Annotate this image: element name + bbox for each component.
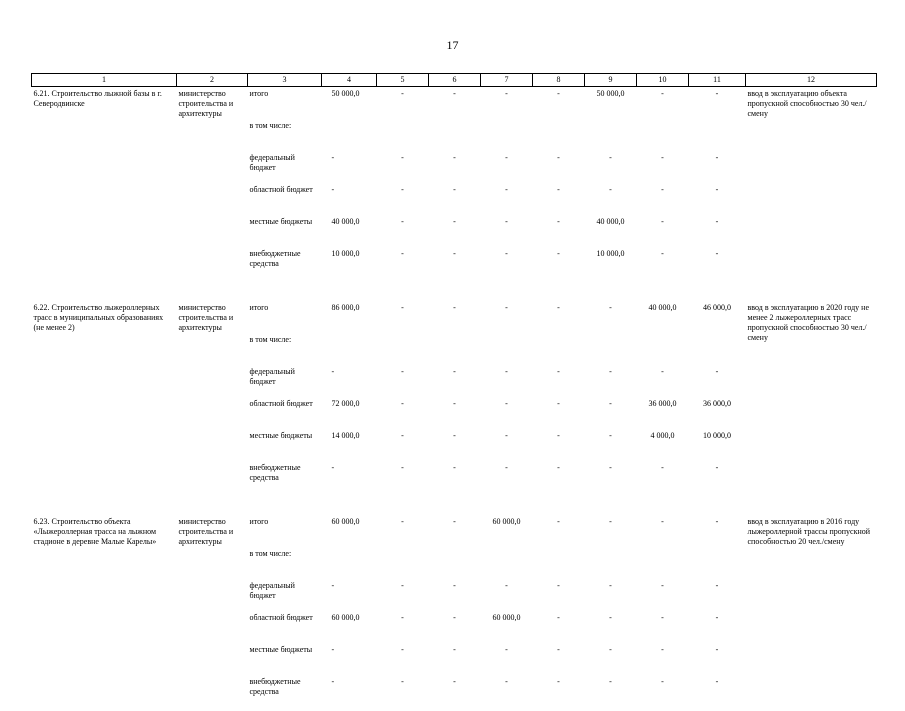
amount-cell: 60 000,0 [322,611,377,643]
amount-cell: - [585,611,637,643]
amount-cell: - [585,183,637,215]
amount-cell: - [533,675,585,711]
amount-cell: 50 000,0 [585,87,637,120]
amount-cell: - [481,87,533,120]
col-header: 4 [322,74,377,87]
item-name: 6.22. Строительство лыжероллерных трасс в муниципальных образованиях (не менее 2) [32,301,177,497]
col-header: 9 [585,74,637,87]
amount-cell: - [533,611,585,643]
amount-cell [689,333,746,365]
amount-cell: - [481,397,533,429]
amount-cell: 46 000,0 [689,301,746,333]
amount-cell: - [637,579,689,611]
amount-cell: - [322,183,377,215]
amount-cell: - [533,87,585,120]
amount-cell: 36 000,0 [637,397,689,429]
amount-cell: - [585,301,637,333]
amount-cell [481,547,533,579]
program-table [31,73,877,711]
amount-cell: 60 000,0 [481,515,533,547]
amount-cell: - [377,87,429,120]
col-header: 5 [377,74,429,87]
amount-cell: - [689,215,746,247]
funding-category: итого [248,301,322,333]
amount-cell: - [689,611,746,643]
amount-cell: 4 000,0 [637,429,689,461]
amount-cell: - [377,151,429,183]
header-row [32,74,877,87]
amount-cell: - [585,429,637,461]
funding-category: в том числе: [248,547,322,579]
funding-category: местные бюджеты [248,215,322,247]
col-header: 3 [248,74,322,87]
amount-cell: - [481,151,533,183]
funding-category: внебюджетные средства [248,247,322,283]
amount-cell: - [533,301,585,333]
funding-category: областной бюджет [248,183,322,215]
amount-cell: - [533,461,585,497]
amount-cell: - [637,461,689,497]
table-body [32,87,877,711]
amount-cell: - [585,579,637,611]
amount-cell: - [481,429,533,461]
amount-cell: - [585,397,637,429]
amount-cell: - [481,301,533,333]
amount-cell: - [637,215,689,247]
amount-cell: - [637,611,689,643]
amount-cell [585,333,637,365]
amount-cell: - [377,675,429,711]
amount-cell: - [429,397,481,429]
funding-category: итого [248,515,322,547]
group-spacer [32,497,877,515]
amount-cell: - [689,365,746,397]
responsible-org: министерство строительства и архитектуры [177,87,248,284]
col-header: 10 [637,74,689,87]
amount-cell [533,119,585,151]
amount-cell [377,333,429,365]
amount-cell [637,547,689,579]
amount-cell: 60 000,0 [481,611,533,643]
amount-cell [585,547,637,579]
amount-cell [689,547,746,579]
funding-category: в том числе: [248,333,322,365]
amount-cell: 40 000,0 [637,301,689,333]
funding-category: федеральный бюджет [248,151,322,183]
amount-cell: - [377,461,429,497]
amount-cell [377,119,429,151]
amount-cell: - [429,247,481,283]
col-header: 12 [746,74,877,87]
amount-cell: - [689,643,746,675]
amount-cell: - [481,675,533,711]
amount-cell: - [533,643,585,675]
amount-cell: - [377,215,429,247]
amount-cell: - [689,579,746,611]
funding-category: в том числе: [248,119,322,151]
amount-cell: - [533,247,585,283]
funding-category: внебюджетные средства [248,461,322,497]
col-header: 6 [429,74,481,87]
amount-cell [481,119,533,151]
amount-cell: - [533,215,585,247]
amount-cell: - [377,515,429,547]
amount-cell [377,547,429,579]
amount-cell: - [585,461,637,497]
expected-result: ввод в эксплуатацию в 2020 году не менее 2 лыжероллерных трасс пропускной способностью 30 чел./смену [746,301,877,497]
amount-cell [322,333,377,365]
amount-cell: - [585,515,637,547]
responsible-org: министерство строительства и архитектуры [177,301,248,497]
amount-cell: - [585,365,637,397]
amount-cell: - [637,151,689,183]
amount-cell: - [533,151,585,183]
amount-cell: - [689,675,746,711]
amount-cell: - [533,579,585,611]
group-spacer [32,283,877,301]
amount-cell: - [429,515,481,547]
amount-cell: 14 000,0 [322,429,377,461]
amount-cell [429,547,481,579]
item-name: 6.21. Строительство лыжной базы в г. Северодвинске [32,87,177,284]
amount-cell: - [481,365,533,397]
amount-cell: - [377,643,429,675]
amount-cell: - [689,87,746,120]
amount-cell: - [429,151,481,183]
funding-category: внебюджетные средства [248,675,322,711]
amount-cell: - [322,675,377,711]
amount-cell: - [377,365,429,397]
col-header: 11 [689,74,746,87]
funding-category: областной бюджет [248,397,322,429]
table-row [32,87,877,120]
col-header: 2 [177,74,248,87]
amount-cell: - [322,579,377,611]
amount-cell: 60 000,0 [322,515,377,547]
amount-cell: - [429,183,481,215]
amount-cell: - [689,151,746,183]
amount-cell: - [322,365,377,397]
amount-cell: - [585,151,637,183]
amount-cell: - [533,515,585,547]
amount-cell: 36 000,0 [689,397,746,429]
item-name: 6.23. Строительство объекта «Лыжероллерная трасса на лыжном стадионе в деревне Малые Карелы» [32,515,177,711]
amount-cell [322,119,377,151]
amount-cell: - [533,183,585,215]
amount-cell: - [322,461,377,497]
funding-category: федеральный бюджет [248,579,322,611]
amount-cell: - [429,301,481,333]
responsible-org: министерство строительства и архитектуры [177,515,248,711]
expected-result: ввод в эксплуатацию объекта пропускной способностью 30 чел./смену [746,87,877,284]
amount-cell: - [322,151,377,183]
amount-cell: 72 000,0 [322,397,377,429]
col-header: 7 [481,74,533,87]
amount-cell [533,333,585,365]
amount-cell: - [377,579,429,611]
amount-cell [429,119,481,151]
amount-cell [585,119,637,151]
amount-cell: - [429,215,481,247]
amount-cell [637,333,689,365]
col-header: 1 [32,74,177,87]
amount-cell: - [377,397,429,429]
amount-cell: 10 000,0 [585,247,637,283]
amount-cell [429,333,481,365]
amount-cell: - [637,643,689,675]
amount-cell: - [429,675,481,711]
amount-cell: - [481,215,533,247]
amount-cell: - [429,87,481,120]
amount-cell: - [689,515,746,547]
amount-cell: - [637,365,689,397]
page-number: 17 [0,38,905,53]
funding-category: областной бюджет [248,611,322,643]
amount-cell: - [585,675,637,711]
table-row [32,301,877,333]
amount-cell: - [637,675,689,711]
amount-cell: - [429,461,481,497]
amount-cell: - [637,515,689,547]
amount-cell: - [377,247,429,283]
spacer-cell [32,283,877,301]
amount-cell: - [689,183,746,215]
amount-cell: 86 000,0 [322,301,377,333]
amount-cell [533,547,585,579]
amount-cell: 50 000,0 [322,87,377,120]
amount-cell [637,119,689,151]
amount-cell: - [637,183,689,215]
col-header: 8 [533,74,585,87]
funding-category: федеральный бюджет [248,365,322,397]
funding-category: итого [248,87,322,120]
amount-cell: - [637,87,689,120]
amount-cell: - [377,611,429,643]
amount-cell [689,119,746,151]
amount-cell: - [533,429,585,461]
amount-cell: - [533,397,585,429]
amount-cell: - [689,247,746,283]
amount-cell: - [377,183,429,215]
amount-cell: - [429,365,481,397]
amount-cell: - [429,643,481,675]
amount-cell: - [585,643,637,675]
amount-cell: - [377,429,429,461]
amount-cell: - [429,611,481,643]
amount-cell: - [481,643,533,675]
expected-result: ввод в эксплуатацию в 2016 году лыжероллерной трассы пропускной способностью 20 чел./смену [746,515,877,711]
amount-cell: 10 000,0 [689,429,746,461]
funding-category: местные бюджеты [248,643,322,675]
amount-cell: - [689,461,746,497]
table-row [32,515,877,547]
amount-cell: - [481,183,533,215]
amount-cell: - [637,247,689,283]
amount-cell [481,333,533,365]
amount-cell: - [533,365,585,397]
amount-cell: - [429,579,481,611]
amount-cell: 40 000,0 [322,215,377,247]
amount-cell: - [481,579,533,611]
amount-cell: - [481,247,533,283]
amount-cell [322,547,377,579]
amount-cell: - [429,429,481,461]
amount-cell: - [481,461,533,497]
amount-cell: 40 000,0 [585,215,637,247]
funding-category: местные бюджеты [248,429,322,461]
spacer-cell [32,497,877,515]
amount-cell: - [322,643,377,675]
amount-cell: 10 000,0 [322,247,377,283]
amount-cell: - [377,301,429,333]
